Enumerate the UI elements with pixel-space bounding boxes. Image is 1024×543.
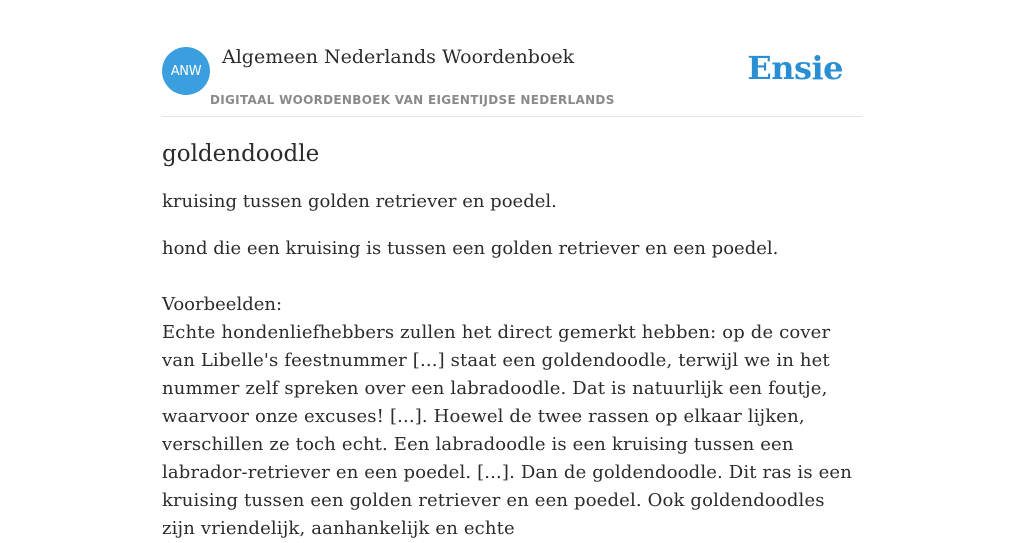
anw-logo[interactable]: ANW — [162, 47, 210, 95]
example-text: Echte hondenliefhebbers zullen het direct gemerkt hebben: op de cover van Libelle's feestnummer [...] staat een goldendoodle, terwijl we in het nummer zelf spreken over een labradoodle. Dat is natuurlijk een foutje, waarvoor onze excuses! [...]. Hoewel de twee rassen op elkaar lijken, verschillen ze toch echt. Een labradoodle is een kruising tussen een labrador-retriever en een poedel. [...]. Dan de goldendoodle. Dit ras is een kruising tussen een golden retriever en een poedel. Ook goldendoodles zijn vriendelijk, aanhankelijk en echte — [162, 322, 852, 539]
entry-headword: goldendoodle — [162, 141, 320, 167]
long-definition: hond die een kruising is tussen een golden retriever en een poedel. — [162, 238, 779, 259]
ensie-logo[interactable]: Ensie — [747, 49, 843, 87]
site-header — [162, 0, 862, 117]
site-title[interactable]: Algemeen Nederlands Woordenboek — [222, 46, 575, 68]
short-definition: kruising tussen golden retriever en poedel. — [162, 191, 557, 212]
entry-content — [162, 138, 862, 543]
site-subtitle: DIGITAAL WOORDENBOEK VAN EIGENTIJDSE NEDERLANDS — [210, 93, 615, 107]
examples-label: Voorbeelden: — [162, 294, 283, 315]
